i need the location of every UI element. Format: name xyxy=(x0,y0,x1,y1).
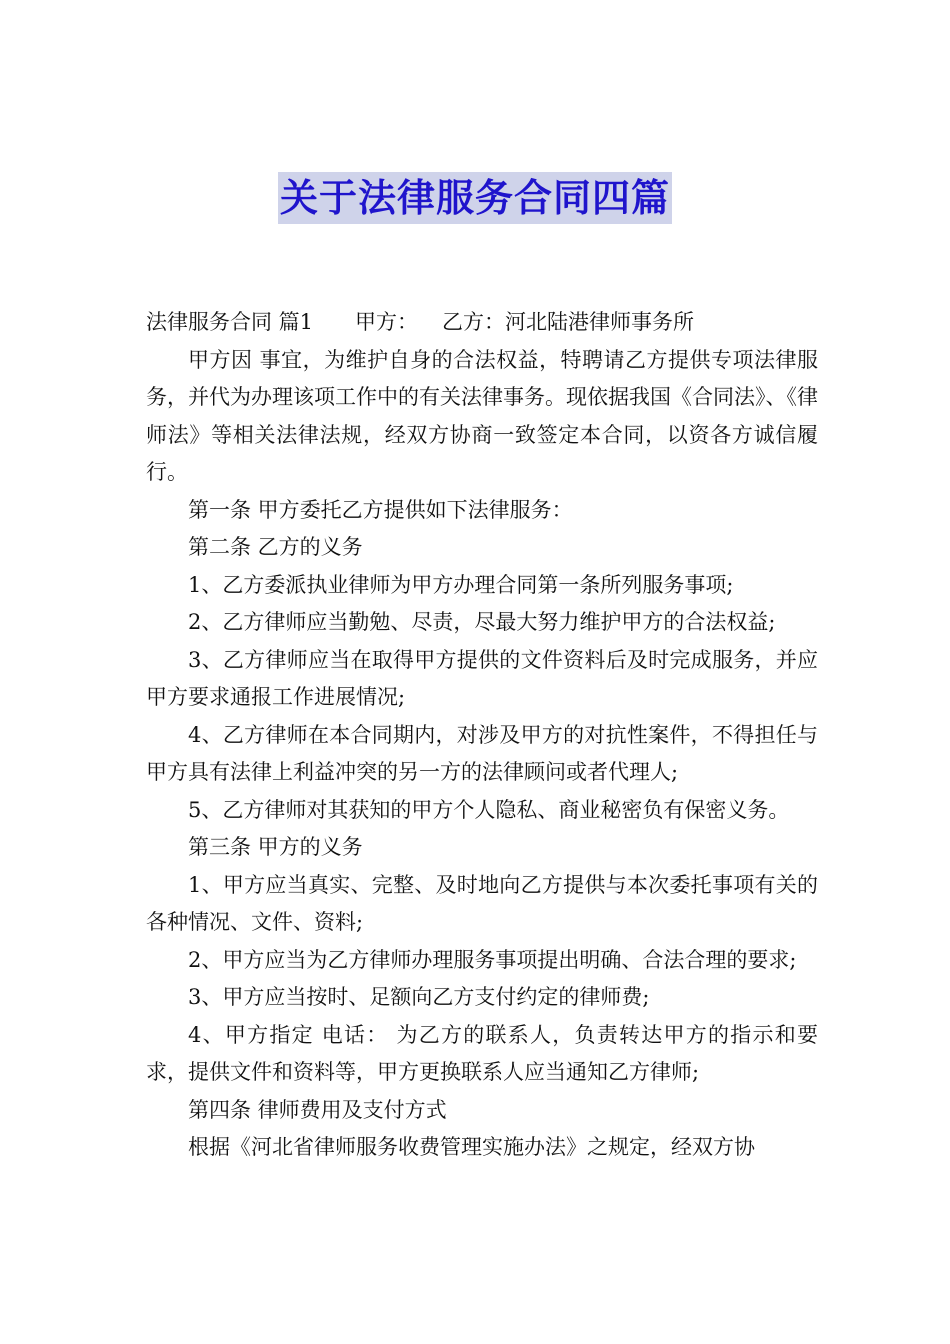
title-container xyxy=(0,172,950,224)
list-item: 5、乙方律师对其获知的甲方个人隐私、商业秘密负有保密义务。 xyxy=(188,797,790,822)
paragraph-intro: 甲方因 事宜，为维护自身的合法权益，特聘请乙方提供专项法律服务，并代为办理该项工作中的有关法律事务。现依据我国《合同法》、《律师法》等相关法律法规，经双方协商一致签定本合同，以资各方诚信履行。 xyxy=(146,347,818,484)
article-2-heading: 第二条 乙方的义务 xyxy=(188,535,363,559)
list-item: 1、乙方委派执业律师为甲方办理合同第一条所列服务事项; xyxy=(188,572,734,597)
party-b-label: 乙方：河北陆港律师事务所 xyxy=(442,310,695,334)
list-item: 3、乙方律师应当在取得甲方提供的文件资料后及时完成服务，并应甲方要求通报工作进展情况; xyxy=(146,647,818,709)
article-4-heading: 第四条 律师费用及支付方式 xyxy=(188,1097,447,1122)
document-body xyxy=(146,304,818,1167)
section-label: 法律服务合同 篇1 xyxy=(146,310,314,334)
list-item: 3、甲方应当按时、足额向乙方支付约定的律师费; xyxy=(188,985,650,1009)
document-title: 关于法律服务合同四篇 xyxy=(278,172,672,224)
list-item: 4、甲方指定 电话： 为乙方的联系人，负责转达甲方的指示和要求，提供文件和资料等，甲方更换联系人应当通知乙方律师; xyxy=(146,1022,818,1084)
list-item: 1、甲方应当真实、完整、及时地向乙方提供与本次委托事项有关的各种情况、文件、资料; xyxy=(146,872,818,934)
list-item: 4、乙方律师在本合同期内，对涉及甲方的对抗性案件，不得担任与甲方具有法律上利益冲突的另一方的法律顾问或者代理人; xyxy=(146,722,818,784)
header-line xyxy=(146,304,818,342)
party-a-label: 甲方： xyxy=(355,310,419,334)
article-3-heading: 第三条 甲方的义务 xyxy=(188,835,363,859)
article-1-heading: 第一条 甲方委托乙方提供如下法律服务： xyxy=(188,497,573,522)
paragraph-fee: 根据《河北省律师服务收费管理实施办法》之规定，经双方协 xyxy=(188,1135,755,1159)
list-item: 2、甲方应当为乙方律师办理服务事项提出明确、合法合理的要求; xyxy=(188,947,797,972)
list-item: 2、乙方律师应当勤勉、尽责，尽最大努力维护甲方的合法权益; xyxy=(188,610,776,634)
